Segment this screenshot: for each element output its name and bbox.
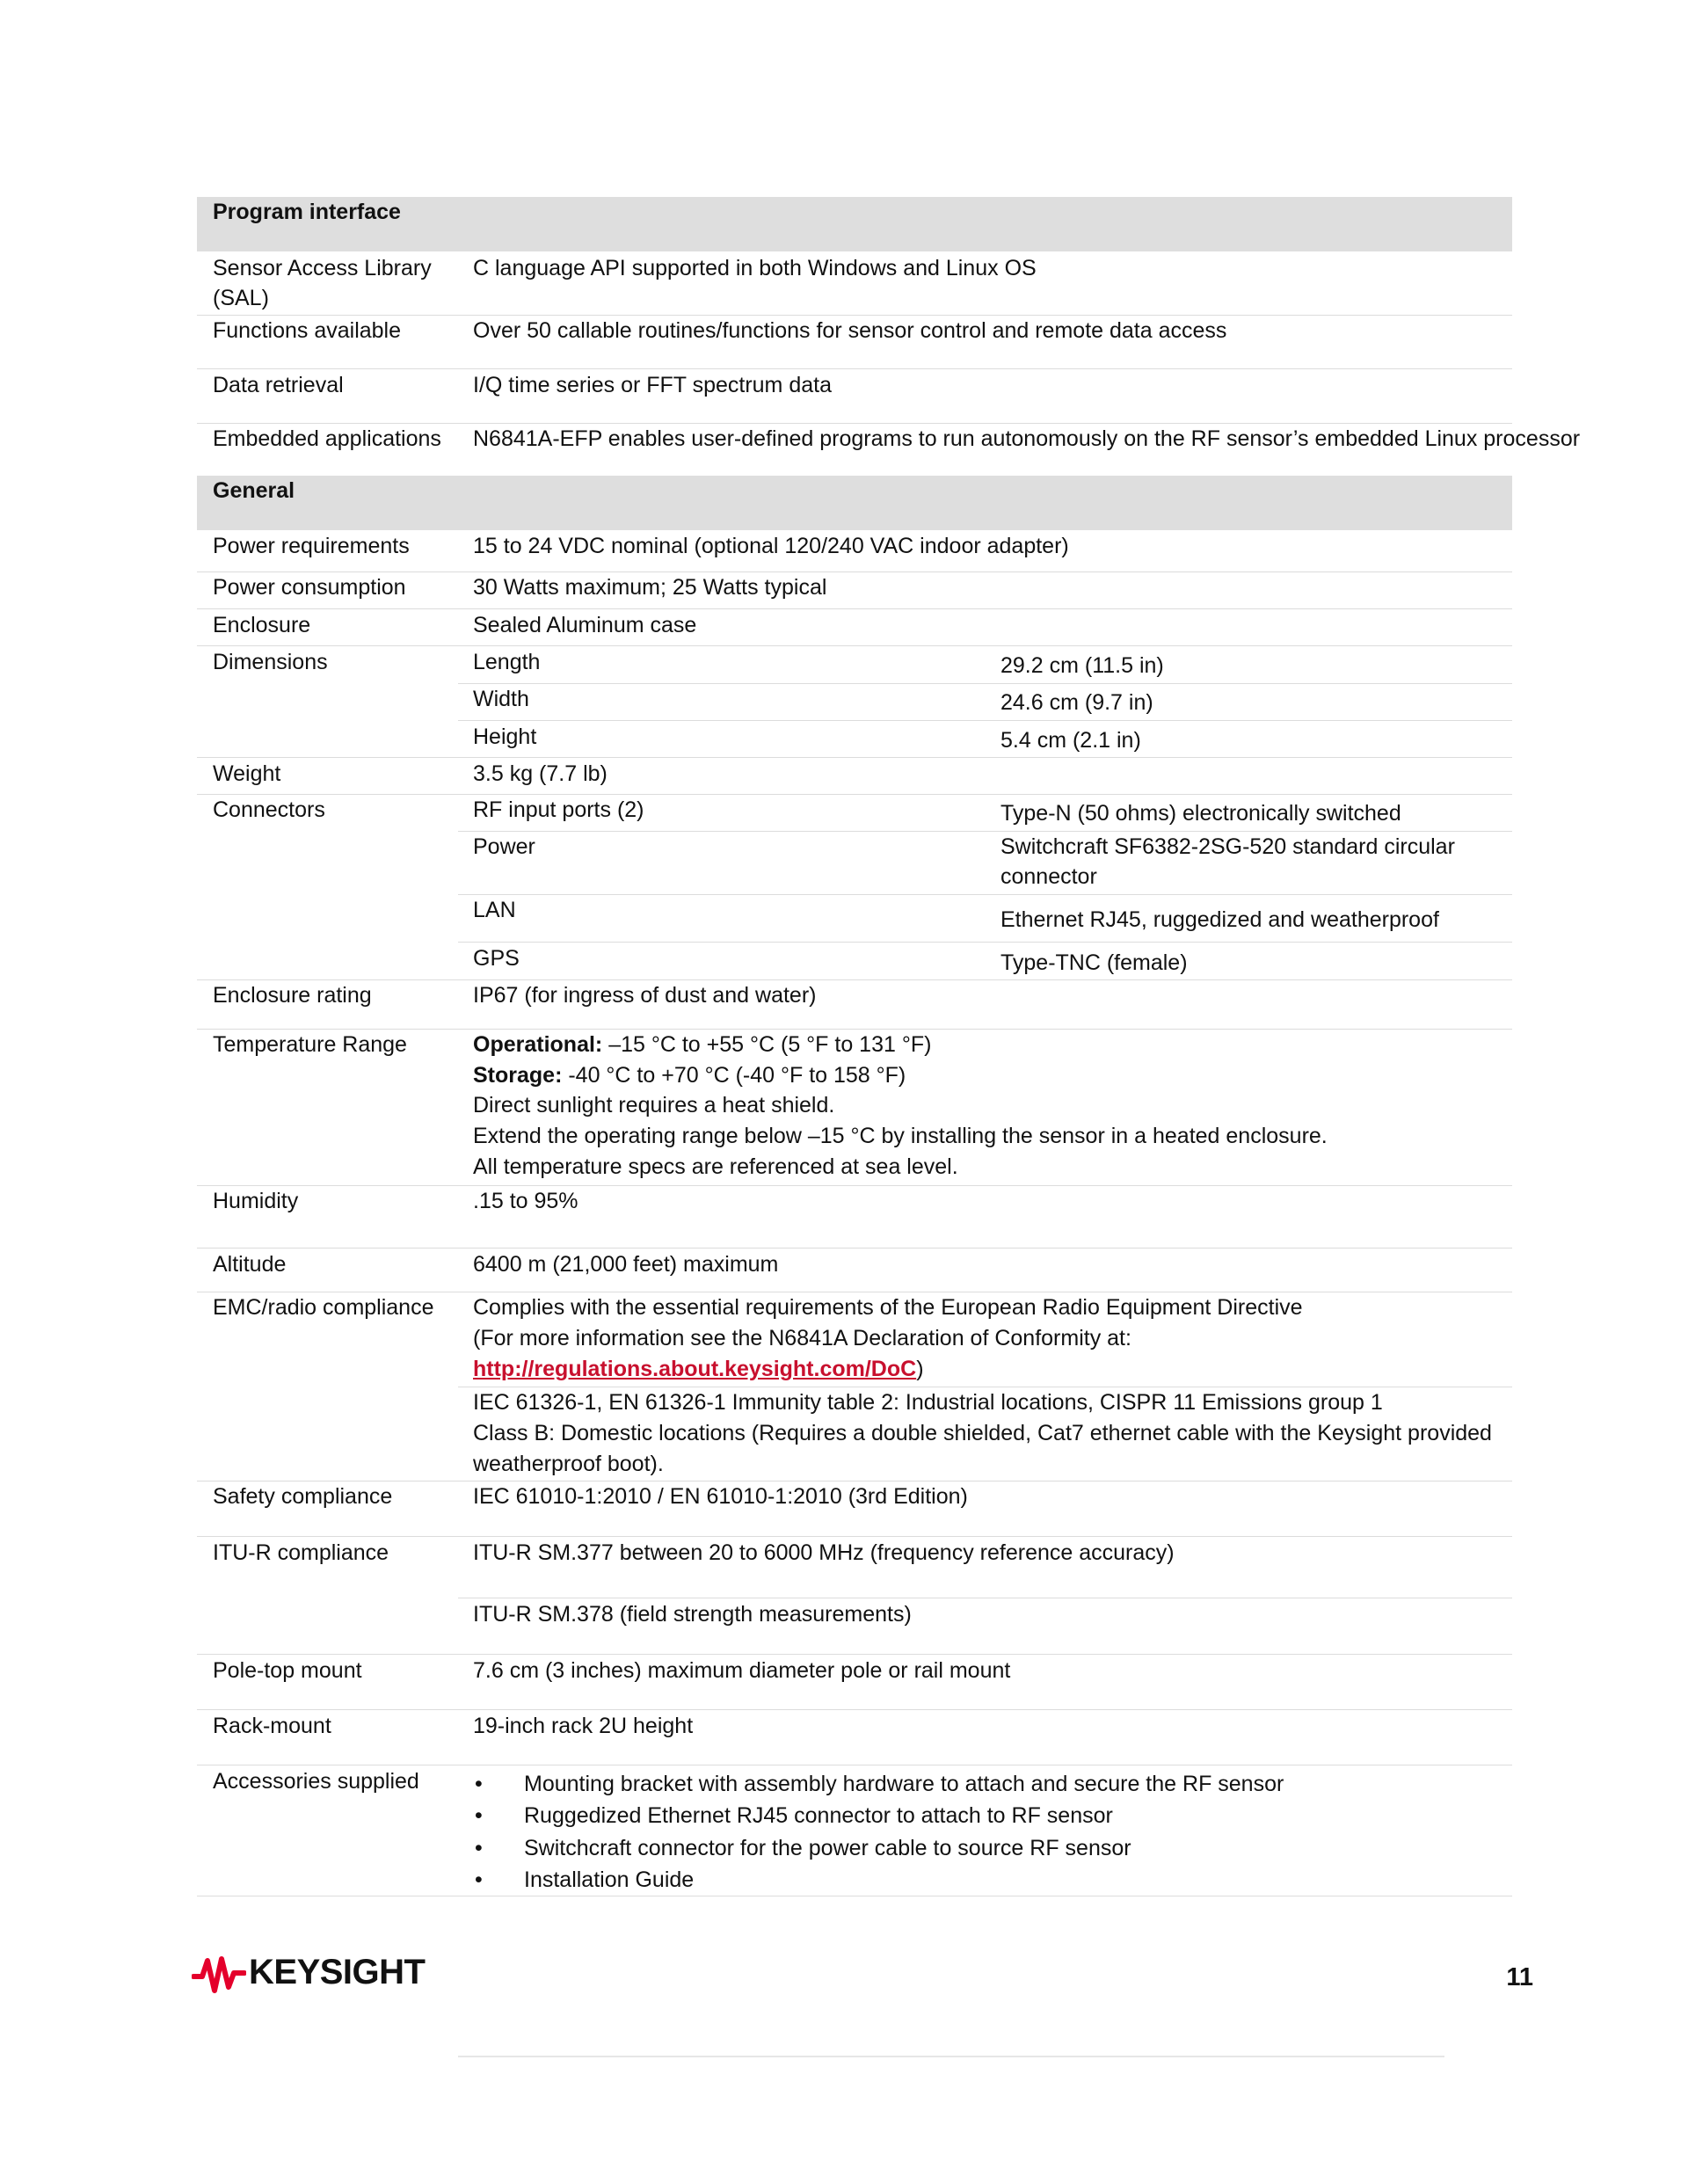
row-label-weight: Weight [213,761,281,786]
row-label-sal-2: (SAL) [213,286,269,310]
conn-power-label: Power [473,834,535,859]
row-label-connectors: Connectors [213,797,325,822]
conn-rf-value: Type-N (50 ohms) electronically switched [1000,801,1401,826]
emc2-line-1: IEC 61326-1, EN 61326-1 Immunity table 2: Industrial locations, CISPR 11 Emissions group 1 [473,1390,1383,1415]
row-value-functions: Over 50 callable routines/functions for sensor control and remote data access [473,318,1227,343]
row-value-embedded: N6841A-EFP enables user-defined programs to run autonomously on the RF sensor’s embedded Linux processor [473,426,1581,451]
row-value-safety: IEC 61010-1:2010 / EN 61010-1:2010 (3rd Edition) [473,1484,968,1509]
accessory-item: Switchcraft connector for the power cable to source RF sensor [524,1836,1131,1860]
emc-link-line [473,1354,924,1385]
temp-op-value: –15 °C to +55 °C (5 °F to 131 °F) [602,1032,932,1057]
row-value-rack-mount: 19-inch rack 2U height [473,1714,694,1738]
emc2-line-2: Class B: Domestic locations (Requires a double shielded, Cat7 ethernet cable with the Keysight provided [473,1421,1492,1445]
row-value-altitude: 6400 m (21,000 feet) maximum [473,1252,779,1277]
row-divider [197,1709,1512,1710]
row-divider [197,1185,1512,1186]
row-divider [197,1248,1512,1249]
temp-st-label: Storage: [473,1063,563,1088]
row-label-enclosure-rating: Enclosure rating [213,983,372,1008]
dim-height-label: Height [473,724,537,749]
row-divider [197,1536,1512,1537]
conn-gps-label: GPS [473,946,520,971]
row-label-pole-top: Pole-top mount [213,1658,362,1683]
row-label-power-consumption: Power consumption [213,575,406,600]
row-label-functions: Functions available [213,318,402,343]
dim-height-value: 5.4 cm (2.1 in) [1000,728,1141,753]
emc2-line-3: weatherproof boot). [473,1452,664,1476]
page-number: 11 [1506,1963,1533,1991]
row-value-enclosure-rating: IP67 (for ingress of dust and water) [473,983,817,1008]
row-value-sal: C language API supported in both Windows and Linux OS [473,256,1037,280]
accessory-item: Ruggedized Ethernet RJ45 connector to attach to RF sensor [524,1803,1113,1828]
row-value-pole-top: 7.6 cm (3 inches) maximum diameter pole or rail mount [473,1658,1011,1683]
accessory-item: Mounting bracket with assembly hardware to attach and secure the RF sensor [524,1772,1284,1796]
dim-width-label: Width [473,687,529,711]
row-label-humidity: Humidity [213,1189,299,1213]
row-label-altitude: Altitude [213,1252,287,1277]
row-divider [197,979,1512,980]
bullet-glyph: • [475,1836,483,1860]
keysight-wave-icon [192,1954,246,1996]
row-label-emc: EMC/radio compliance [213,1295,434,1320]
row-label-data-retrieval: Data retrieval [213,373,344,397]
row-divider [197,757,1512,758]
row-label-temperature: Temperature Range [213,1032,407,1057]
dim-width-value: 24.6 cm (9.7 in) [1000,690,1153,715]
row-divider [458,942,1512,943]
conn-gps-value: Type-TNC (female) [1000,950,1188,975]
row-value-power-requirements: 15 to 24 VDC nominal (optional 120/240 VAC indoor adapter) [473,534,1069,558]
row-value-data-retrieval: I/Q time series or FFT spectrum data [473,373,832,397]
row-divider [197,645,1512,646]
row-label-sal: Sensor Access Library [213,256,432,280]
row-label-rack-mount: Rack-mount [213,1714,331,1738]
doc-link[interactable]: http://regulations.about.keysight.com/DoC [473,1357,917,1381]
row-value-itu-1: ITU-R SM.377 between 20 to 6000 MHz (frequency reference accuracy) [473,1540,1175,1565]
section-header-general [197,476,1512,530]
temp-note-sunlight: Direct sunlight requires a heat shield. [473,1093,835,1117]
keysight-wave-path [193,1959,244,1991]
dim-length-value: 29.2 cm (11.5 in) [1000,653,1164,678]
temp-operational [473,1030,931,1060]
row-divider [458,720,1512,721]
temp-storage [473,1060,906,1091]
bullet-glyph: • [475,1772,483,1796]
row-divider [458,894,1512,895]
row-divider [197,368,1512,369]
accessory-item: Installation Guide [524,1867,695,1892]
bullet-glyph: • [475,1803,483,1828]
dim-length-label: Length [473,650,541,674]
row-value-itu-2: ITU-R SM.378 (field strength measurements) [473,1602,912,1627]
emc-line-1: Complies with the essential requirements of the European Radio Equipment Directive [473,1295,1303,1320]
row-label-accessories: Accessories supplied [213,1769,419,1794]
temp-op-label: Operational: [473,1032,603,1057]
row-value-humidity: .15 to 95% [473,1189,578,1213]
row-label-enclosure: Enclosure [213,613,311,637]
row-label-embedded: Embedded applications [213,426,441,451]
row-label-itu: ITU-R compliance [213,1540,389,1565]
footer-rule [458,2056,1444,2057]
row-label-safety: Safety compliance [213,1484,393,1509]
conn-power-value-2: connector [1000,864,1097,889]
row-value-enclosure: Sealed Aluminum case [473,613,697,637]
emc-line-2: (For more information see the N6841A Declaration of Conformity at: [473,1326,1131,1350]
bullet-glyph: • [475,1867,483,1892]
section-title-general: General [213,478,295,503]
section-title-program-interface: Program interface [213,200,401,224]
temp-note-sea-level: All temperature specs are referenced at sea level. [473,1154,958,1179]
temp-note-extend: Extend the operating range below –15 °C by installing the sensor in a heated enclosure. [473,1124,1328,1148]
row-label-dimensions: Dimensions [213,650,328,674]
conn-lan-label: LAN [473,898,516,922]
row-divider [197,794,1512,795]
row-divider [197,608,1512,609]
emc-link-close: ) [916,1357,924,1381]
keysight-logo-text: KEYSIGHT [249,1953,426,1991]
conn-rf-label: RF input ports (2) [473,797,644,822]
conn-lan-value: Ethernet RJ45, ruggedized and weatherproof [1000,907,1439,932]
row-value-power-consumption: 30 Watts maximum; 25 Watts typical [473,575,827,600]
row-divider [197,1654,1512,1655]
row-divider [458,683,1512,684]
temp-st-value: -40 °C to +70 °C (-40 °F to 158 °F) [562,1063,906,1088]
row-label-power-requirements: Power requirements [213,534,410,558]
row-value-weight: 3.5 kg (7.7 lb) [473,761,608,786]
conn-power-value: Switchcraft SF6382-2SG-520 standard circular [1000,834,1455,859]
